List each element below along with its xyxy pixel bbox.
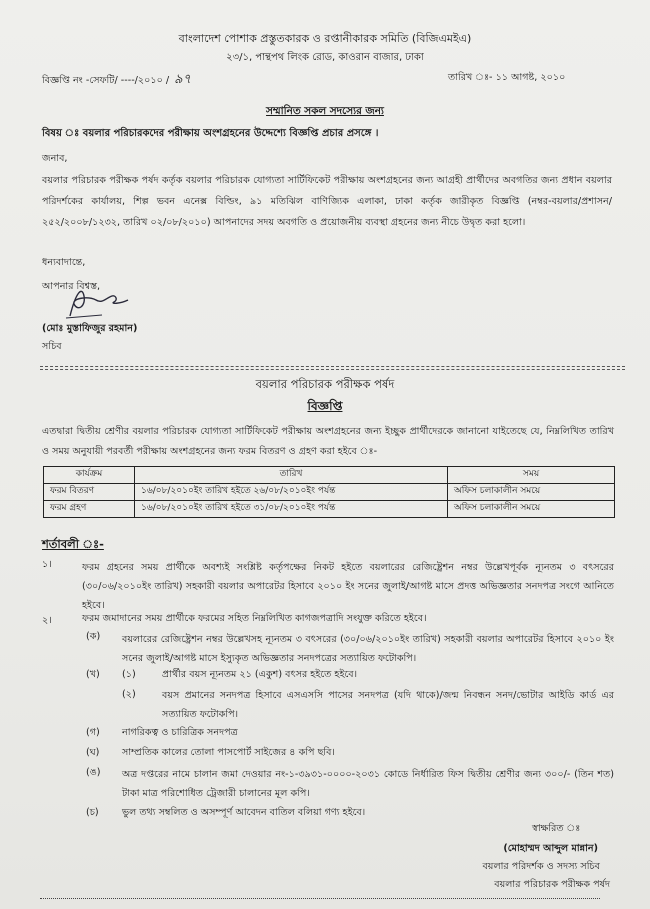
table-cell: ফরম গ্রহণ [44, 501, 135, 518]
section-divider-2 [40, 369, 625, 370]
notice-intro: এতদ্বারা দ্বিতীয় শ্রেণীর বয়লার পরিচারক যোগ্যতা সার্টিফিকেট পরীক্ষায় অংশগ্রহনের জন্য ইচ্ছুক প্রার্থীদেরকে জানানো যাইতেছে যে, নিম্নলিখিত তারিখ ও সময় অনুযায়ী পরবর্তী পরীক্ষায় অংশগ্রহনের জন্য ফরম বিতরণ ও গ্রহণ করা হইবে ঃ- [42, 426, 614, 457]
item-label: (ঙ) [86, 767, 101, 778]
column-header: কার্যক্রম [44, 467, 135, 484]
thanks-line: ধন্যবাদান্তে, [42, 257, 86, 268]
subitem-label: (২) [122, 689, 136, 700]
schedule-table [43, 466, 615, 518]
item-label: (ক) [86, 631, 101, 642]
condition-text: ফরম জমাদানের সময় প্রার্থীকে ফরমের সহিত নিম্নলিখিত কাগজপত্রাদি সংযুক্ত করিতে হইবে। [82, 613, 427, 624]
table-cell: অফিস চলাকালীন সময়ে [448, 484, 615, 501]
conditions-title: শর্তাবলী ঃ- [42, 537, 104, 551]
table-row [44, 501, 615, 518]
table-row [44, 484, 615, 501]
item-label: (গ) [86, 727, 100, 738]
section-divider [40, 366, 625, 367]
notice-heading: বিজ্ঞপ্তি [307, 399, 343, 413]
salutation: জনাব, [42, 153, 68, 164]
subitem-label: (১) [122, 669, 136, 680]
condition-text: ফরম গ্রহনের সময় প্রার্থীকে অবশ্যই সংশ্লিষ্ট কর্তৃপক্ষের নিকট হইতে বয়লারের রেজিষ্ট্রেশন নম্বর উল্লেখপূর্বক ন্যূনতম ৩ বৎসরের (৩০/০৬/২০১০ইং তারিখ) সহকারী বয়লার অপারেটর হিসাবে ২০১০ ইং সনের জুলাই/আগষ্ট মাসে প্রদত্ত অভিজ্ঞতার সনদপত্র সংগে আনিতে হইবে। [82, 562, 614, 611]
schedule-header-row [44, 467, 615, 484]
closing-line: আপনার বিশ্বস্ত, [42, 281, 101, 292]
reference-number-text: বিজ্ঞপ্তি নং -সেফটি/ ----/২০১০ / [42, 75, 170, 86]
recipient-line: সম্মানিত সকল সদস্যের জন্য [266, 105, 384, 117]
subitem-text: বয়স প্রমানের সনদপত্র হিসাবে এসএসসি পাসের সনদপত্র (যদি থাকে)/জন্ম নিবন্ধন সনদ/ভোটার আইডি কার্ড এর সত্যায়িত ফটোকপি। [162, 690, 614, 720]
item-text: ভুল তথ্য সম্বলিত ও অসম্পূর্ণ আবেদন বাতিল বলিয়া গণ্য হইবে। [122, 807, 366, 818]
signed-label: স্বাক্ষরিত ঃ [532, 823, 581, 834]
item-text: অত্র দপ্তরের নামে চালান জমা দেওয়ার নং-১-৩৯৩১-০০০০-২০৩১ কোডে নির্ধারিত ফিস দ্বিতীয় শ্রেণীর জন্য ৩০০/- (তিন শত) টাকা মাত্র পরিশোধিত ট্রেজারী চালানের মূল কপি। [122, 769, 614, 799]
reference-number [42, 70, 191, 90]
letterhead-org: বাংলাদেশ পোশাক প্রস্তুতকারক ও রপ্তানীকারক সমিতি (বিজিএমইএ) [178, 32, 472, 45]
condition-number: ২। [42, 615, 52, 626]
signed-board: বয়লার পরিচারক পরীক্ষক পর্ষদ [494, 879, 610, 890]
subject-line: বিষয় ঃ বয়লার পরিচারকদের পরীক্ষায় অংশগ্রহনের উদ্দেশ্যে বিজ্ঞপ্তি প্রচার প্রসঙ্গে । [42, 128, 379, 139]
notice-board: বয়লার পরিচারক পরীক্ষক পর্ষদ [255, 377, 395, 391]
signatory-name: (মোঃ মুস্তাফিজুর রহমান) [42, 323, 138, 334]
body-paragraph: বয়লার পরিচারক পরীক্ষক পর্ষদ কর্তৃক বয়লার পরিচারক যোগ্যতা সার্টিফিকেট পরীক্ষায় অংশগ্রহনের জন্য আগ্রহী প্রার্থীদের অবগতির জন্য প্রধান বয়লার পরিদর্শকের কার্যালয়, শিল্প ভবন এনেক্স বিল্ডিং, ৯১ মতিঝিল বাণিজ্যিক এলাকা, ঢাকা কর্তৃক জারীকৃত বিজ্ঞপ্তি (নম্বর-বয়লার/প্রশাসন/২৫২/২০০৮/১২৩২, তারিখ ০২/০৮/২০১০) আপনাদের সদয় অবগতি ও প্রয়োজনীয় ব্যবস্থা গ্রহনের জন্য নীচে উদ্বৃত করা হলো। [42, 175, 612, 228]
table-cell: ১৬/০৮/২০১০ইং তারিখ হইতে ২৬/০৮/২০১০ইং পর্যন্ত [135, 484, 448, 501]
footer-rule [40, 898, 600, 899]
condition-number: ১। [42, 559, 52, 570]
letter-date: তারিখ ঃ- ১১ আগষ্ট, ২০১০ [448, 72, 566, 83]
signed-title: বয়লার পরিদর্শক ও সদস্য সচিব [482, 861, 600, 872]
item-text: সাম্প্রতিক কালের তোলা পাসপোর্ট সাইজের ৪ কপি ছবি। [122, 747, 335, 758]
item-text: নাগরিকত্ব ও চারিত্রিক সনদপত্র [122, 727, 238, 738]
table-cell: ফরম বিতরণ [44, 484, 135, 501]
letterhead-address: ২৩/১, পান্থপথ লিংক রোড, কাওরান বাজার, ঢাকা [226, 52, 424, 63]
signatory-title: সচিব [42, 341, 62, 352]
item-label: (চ) [86, 807, 99, 818]
subitem-text: প্রার্থীর বয়স ন্যূনতম ২১ (একুশ) বৎসর হইতে হইবে। [162, 669, 358, 680]
signed-name: (মোহাম্মদ আব্দুল মান্নান) [503, 843, 598, 854]
item-text: বয়লারের রেজিষ্ট্রেশন নম্বর উল্লেখসহ ন্যূনতম ৩ বৎসরের (৩০/০৬/২০১০ইং তারিখ) সহকারী বয়লার অপারেটর হিসাবে ২০১০ ইং সনের জুলাই/আগষ্ট মাসে ইস্যুকৃত অভিজ্ঞতার সনদপত্রের সত্যায়িত ফটোকপি। [122, 634, 614, 664]
handwritten-number: ৯৭ [174, 72, 192, 87]
item-label: (খ) [86, 669, 100, 680]
table-cell: অফিস চলাকালীন সময়ে [448, 501, 615, 518]
signature-image [62, 282, 132, 322]
column-header: তারিখ [135, 467, 448, 484]
column-header: সময় [448, 467, 615, 484]
table-cell: ১৬/০৮/২০১০ইং তারিখ হইতে ৩১/০৮/২০১০ইং পর্যন্ত [135, 501, 448, 518]
item-label: (ঘ) [86, 747, 100, 758]
